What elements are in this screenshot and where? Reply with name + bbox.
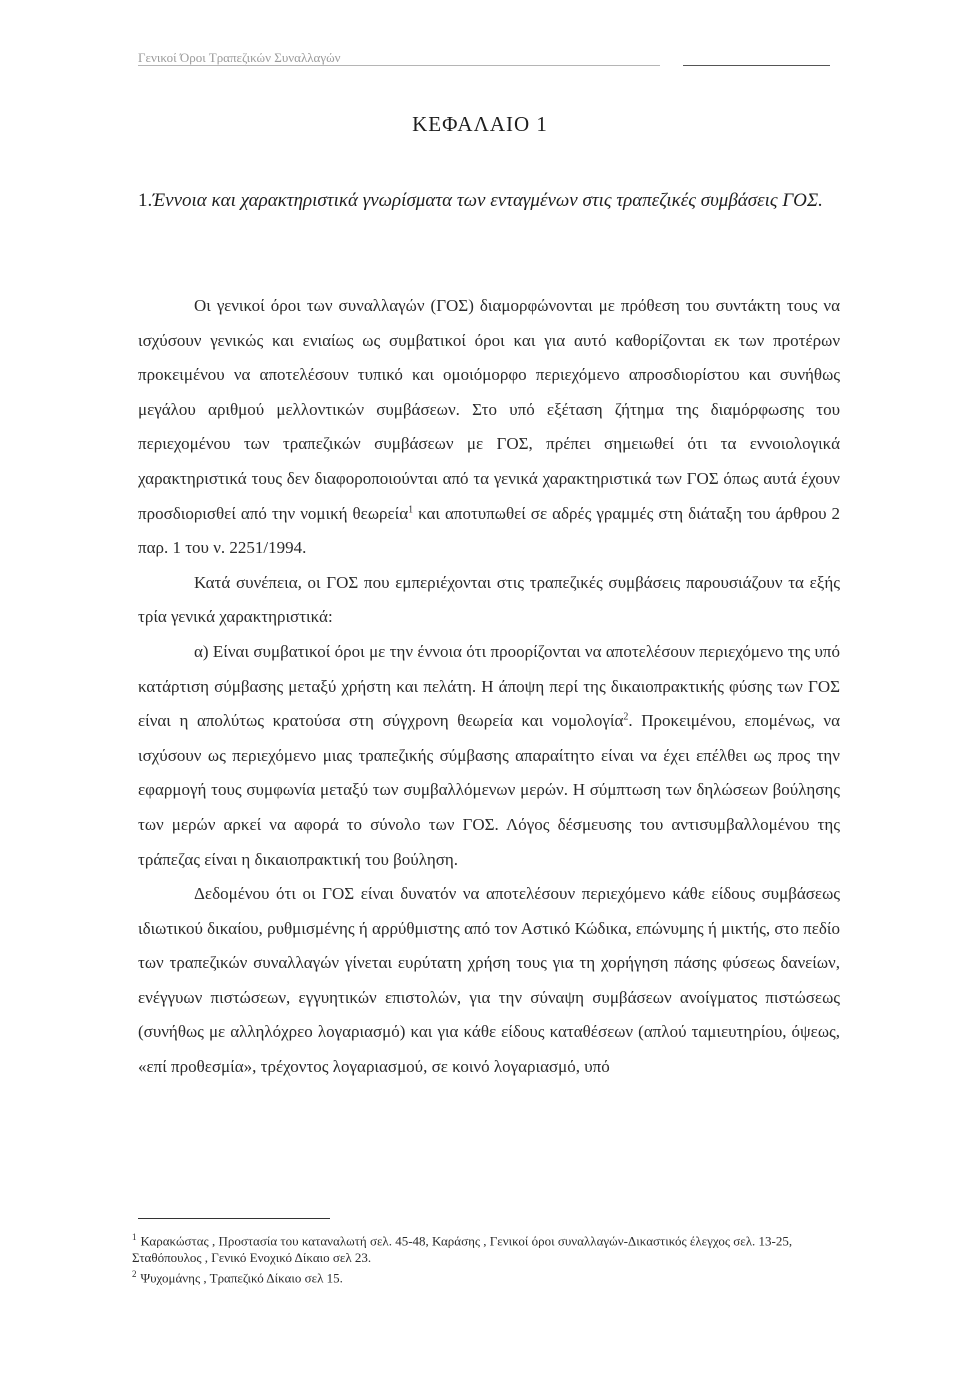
running-header [138, 50, 838, 70]
footnote-separator [138, 1218, 330, 1219]
footnotes [132, 1229, 837, 1287]
body-text [138, 289, 840, 1085]
chapter-heading: ΚΕΦΑΛΑΙΟ 1 [412, 112, 548, 136]
paragraph [138, 635, 840, 877]
header-rule-secondary [683, 65, 830, 66]
paragraph-text: Οι γενικοί όροι των συναλλαγών (ΓΟΣ) διαμορφώνονται με πρόθεση του συντάκτη τους να ισχύσουν γενικώς και ενιαίως ως συμβατικοί όροι και για αυτό καθορίζονται εκ των προτέρων προκειμένου να αποτελέσουν τυπικό και ομοιόμορφο περιεχόμενο απροσδιορίστου και συνήθως μεγάλου αριθμού μελλοντικών συμβάσεων. Στο υπό εξέταση ζήτημα της διαμόρφωσης του περιεχομένου των τραπεζικών συμβάσεων με ΓΟΣ, πρέπει σημειωθεί ότι τα εννοιολογικά χαρακτηριστικά τους δεν διαφοροποιούνται από τα γενικά χαρακτηριστικά των ΓΟΣ όπως αυτά έχουν προσδιορισθεί από την νομική θεωρεία [138, 296, 840, 523]
footnote-mark: 1 [132, 1232, 137, 1242]
footnote-ref: 2 [623, 711, 629, 723]
paragraph-text: Κατά συνέπεια, οι ΓΟΣ που εμπεριέχονται στις τραπεζικές συμβάσεις παρουσιάζουν τα εξής τρία γενικά χαρακτηριστικά: [138, 572, 840, 627]
paragraph-text: . Προκειμένου, επομένως, να ισχύσουν ως περιεχόμενο μιας τραπεζικής σύμβασης απαραίτητο είναι να έχει επέλθει ως προς την εφαρμογή τους συμφωνία μεταξύ των συμβαλλόμενων μερών. Η σύμπτωση των δηλώσεων βούλησης των μερών αρκεί να αφορά το σύνολο των ΓΟΣ. Λόγος δέσμευσης του αντισυμβαλλομένου της τράπεζας είναι η δικαιοπρακτική του βούληση. [138, 711, 840, 869]
paragraph [138, 566, 840, 635]
paragraph-text: Δεδομένου ότι οι ΓΟΣ είναι δυνατόν να αποτελέσουν περιεχόμενο κάθε είδους συμβάσεως ιδιωτικού δικαίου, ρυθμισμένης ή αρρύθμιστης από τον Αστικό Κώδικα, επώνυμης ή μικτής, στο πεδίο των τραπεζικών συναλλαγών γίνεται ευρύτατη χρήση τους για τη χορήγηση πάσης φύσεως δανείων, ενέγγυων πιστώσεων, εγγυητικών επιστολών, για την σύναψη συμβάσεων ανοίγματος πιστώσεως (συνήθως με αλληλόχρεο λογαριασμό) και για κάθε είδους καταθέσεων (απλού ταμιευτηρίου, όψεως, «επί προθεσμία», τρέχοντος λογαριασμού, σε κοινό λογαριασμό, υπό [138, 884, 840, 1077]
paragraph-text: α) Είναι συμβατικοί όροι με την έννοια ότι προορίζονται να αποτελέσουν περιεχόμενο της υπό κατάρτιση σύμβασης μεταξύ χρήστη και πελάτη. Η άποψη περί της δικαιοπρακτικής φύσης των ΓΟΣ είναι η απολύτως κρατούσα στη σύγχρονη θεωρεία και νομολογία [138, 641, 840, 731]
footnote-ref: 1 [408, 503, 414, 515]
footnote [132, 1229, 837, 1266]
footnote-text: Ψυχομάνης , Τραπεζικό Δίκαιο σελ 15. [140, 1270, 343, 1286]
paragraph [138, 289, 840, 566]
section-title-text: Έννοια και χαρακτηριστικά γνωρίσματα των ενταγμένων στις τραπεζικές συμβάσεις ΓΟΣ. [152, 190, 823, 211]
header-rule [138, 65, 660, 66]
paragraph [138, 877, 840, 1085]
section-number: 1. [138, 190, 153, 211]
paragraph-text: και αποτυπωθεί σε αδρές γραμμές στη διάταξη του άρθρου 2 παρ. 1 του ν. 2251/1994. [138, 503, 840, 558]
section-title [138, 183, 840, 218]
header-title: Γενικοί Όροι Τραπεζικών Συναλλαγών [138, 50, 341, 65]
footnote [132, 1266, 837, 1286]
footnote-text: Καρακώστας , Προστασία του καταναλωτή σελ. 45-48, Καράσης , Γενικοί όροι συναλλαγών-Δικαστικός έλεγχος σελ. 13-25, Σταθόπουλος , Γενικό Ενοχικό Δίκαιο σελ 23. [132, 1233, 793, 1266]
footnote-mark: 2 [132, 1269, 137, 1280]
